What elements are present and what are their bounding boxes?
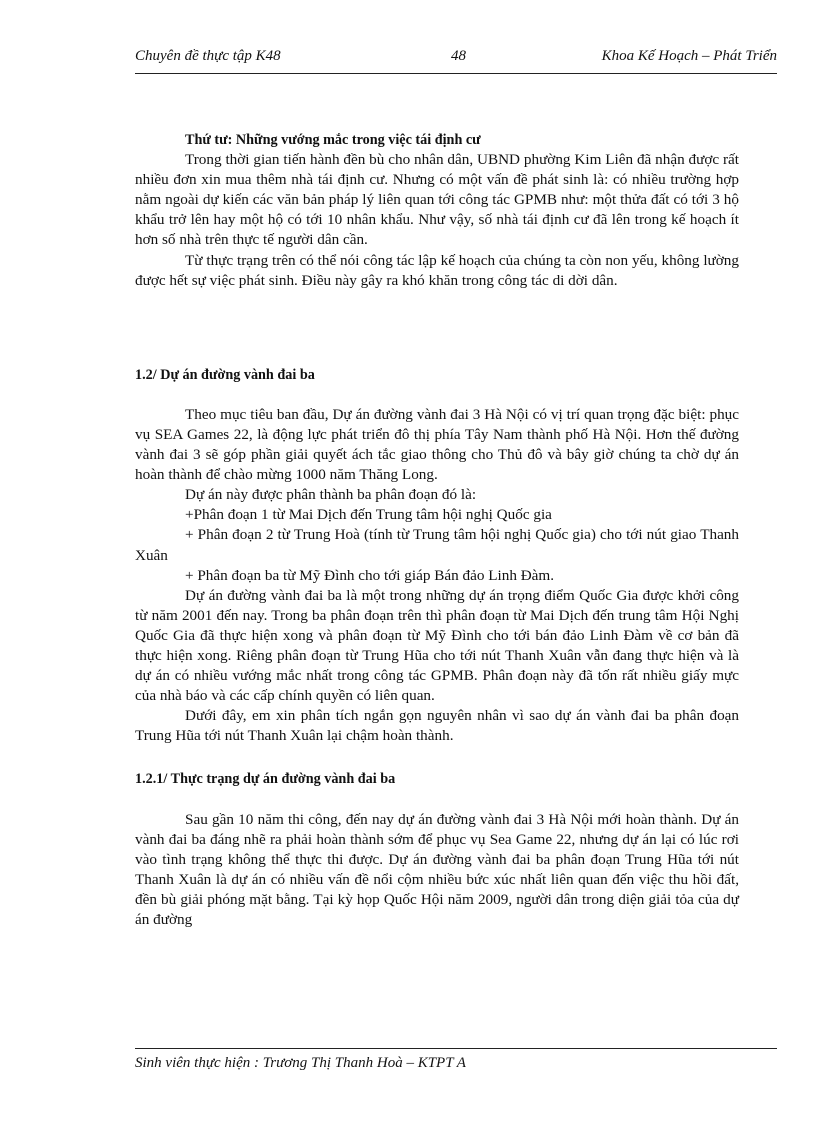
spacer	[135, 385, 739, 405]
spacer	[135, 291, 739, 365]
footer-rule	[135, 1048, 777, 1049]
section-heading-1-2-1: 1.2.1/ Thực trạng dự án đường vành đai ba	[135, 771, 396, 788]
paragraph: Dưới đây, em xin phân tích ngắn gọn nguyên nhân vì sao dự án vành đai ba phân đoạn Trung Hũa tới nút Thanh Xuân lại chậm hoàn thành.	[135, 707, 739, 745]
list-item: + Phân đoạn ba từ Mỹ Đình cho tới giáp Bán đảo Linh Đàm.	[185, 566, 555, 584]
header-faculty: Khoa Kế Hoạch – Phát Triển	[601, 48, 777, 64]
section-issues-title: Thứ tư: Những vướng mắc trong việc tái định cư	[185, 132, 481, 148]
header-page-number: 48	[451, 48, 466, 64]
section-heading-1-2: 1.2/ Dự án đường vành đai ba	[135, 366, 315, 383]
page-footer: Sinh viên thực hiện : Trương Thị Thanh Hoà – KTPT A	[135, 1055, 466, 1071]
list-item: + Phân đoạn 2 từ Trung Hoà (tính từ Trung tâm hội nghị Quốc gia) cho tới nút giao Thanh Xuân	[135, 526, 739, 564]
header-rule	[135, 73, 777, 74]
header-course-title: Chuyên đề thực tập K48	[135, 48, 281, 64]
document-body	[135, 130, 739, 930]
spacer	[135, 790, 739, 810]
spacer	[135, 746, 739, 769]
paragraph: Trong thời gian tiến hành đền bù cho nhân dân, UBND phường Kim Liên đã nhận được rất nhiều đơn xin mua thêm nhà tái định cư. Nhưng có một vấn đề phát sinh là: có nhiều trường hợp nằm ngoài dự kiến các văn bản pháp lý liên quan tới công tác GPMB như: một thửa đất có tới 3 hộ khẩu trở lên hay một hộ có tới 10 nhân khẩu. Như vậy, số nhà tái định cư đã lên trong kế hoạch ít hơn số nhà trên thực tế người dân cần.	[135, 151, 739, 249]
paragraph: Theo mục tiêu ban đầu, Dự án đường vành đai 3 Hà Nội có vị trí quan trọng đặc biệt: phục vụ SEA Games 22, là động lực phát triển đô thị phía Tây Nam thành phố Hà Nội. Hơn thế đường vành đai 3 sẽ góp phần giải quyết ách tắc giao thông cho Thủ đô và bây giờ chúng ta chờ dự án hoàn thành để chào mừng 1000 năm Thăng Long.	[135, 405, 739, 484]
list-item: +Phân đoạn 1 từ Mai Dịch đến Trung tâm hội nghị Quốc gia	[185, 506, 552, 524]
paragraph: Dự án đường vành đai ba là một trong những dự án trọng điểm Quốc Gia được khởi công từ năm 2001 đến nay. Trong ba phân đoạn trên thì phân đoạn từ Mai Dịch đến trung tâm Hội Nghị Quốc Gia đã thực hiện xong và phân đoạn từ Mỹ Đình cho tới bán đảo Linh Đàm về cơ bản đã thực hiện xong. Riêng phân đoạn từ Trung Hũa cho tới nút Thanh Xuân vẫn đang thực hiện và là dự án có nhiều vướng mắc nhất trong công tác GPMB. Phân đoạn này đã tốn rất nhiều giấy mực của nhà báo và các cấp chính quyền có liên quan.	[135, 586, 739, 705]
paragraph: Sau gần 10 năm thi công, đến nay dự án đường vành đai 3 Hà Nội mới hoàn thành. Dự án vành đai ba đáng nhẽ ra phải hoàn thành sớm để phục vụ Sea Game 22, nhưng dự án lại có lúc rơi vào tình trạng không thể thực thi được. Dự án đường vành đai ba phân đoạn Trung Hũa tới nút Thanh Xuân là dự án có nhiều vấn đề nổi cộm nhiều bức xúc nhất liên quan đến việc thu hồi đất, đền bù giải phóng mặt bằng. Tại kỳ họp Quốc Hội năm 2009, người dân trong diện giải tỏa của dự án đường	[135, 810, 739, 928]
paragraph: Từ thực trạng trên có thể nói công tác lập kế hoạch của chúng ta còn non yếu, không lường được hết sự việc phát sinh. Điều này gây ra khó khăn trong công tác di dời dân.	[135, 251, 739, 289]
page-header	[135, 48, 777, 70]
paragraph: Dự án này được phân thành ba phân đoạn đó là:	[185, 486, 477, 504]
